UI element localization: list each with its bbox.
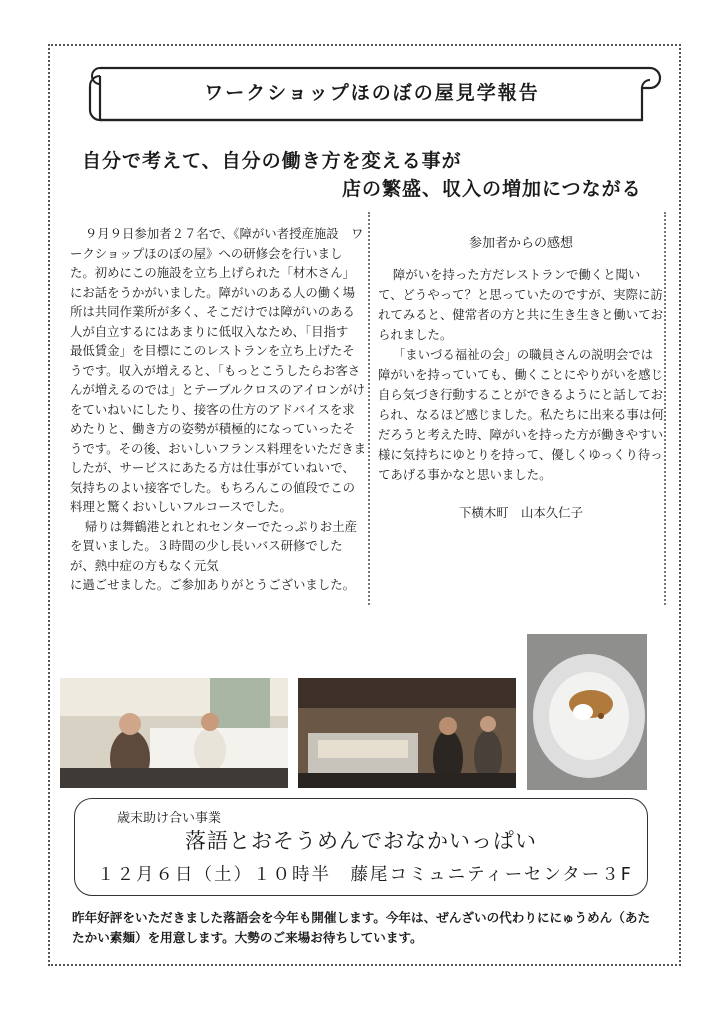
market-photo xyxy=(298,678,516,788)
banner-title: ワークショップほのぼの屋見学報告 xyxy=(204,82,540,104)
impressions-box xyxy=(368,212,666,605)
impressions-heading: 参加者からの感想 xyxy=(468,236,573,251)
report-column xyxy=(70,224,366,595)
lead-line-2: 店の繁盛、収入の増加につながる xyxy=(342,178,642,200)
event-label: 歳末助け合い事業 xyxy=(117,811,222,826)
event-announcement xyxy=(74,798,648,896)
restaurant-photo xyxy=(60,678,288,788)
report-closing: に過ごせました。ご参加ありがとうございました。 xyxy=(70,577,355,592)
event-title: 落語とおそうめんでおなかいっぱい xyxy=(185,829,537,853)
lead-line-1: 自分で考えて、自分の働き方を変える事が xyxy=(82,150,462,172)
event-datetime: １２月６日（土）１０時半 藤尾コミュニティーセンター３F xyxy=(97,865,633,885)
report-paragraph: 帰りは舞鶴港とれとれセンターでたっぷりお土産を買いました。３時間の少し長いバス研修でしたが、熱中症の方もなく元気 xyxy=(70,518,357,573)
impressions-paragraph: 障がいを持った方だレストランで働くと聞いて、どうやって？と思っていたのですが、実際に訪れてみると、健常者の方と共に生き生きと働いておられました。 xyxy=(378,267,663,342)
dessert-photo xyxy=(527,634,647,790)
impressions-paragraph: 「まいづる福祉の会」の職員さんの説明会では障がいを持っていても、働くことにやりがいを感じ自ら気づき行動することができるようにと話しておられ、なるほど感じました。私たちに出来る事は何だろうと考えた時、障がいを持った方が働きやすい様に気持ちにゆとりを持って、優しくゆっくり待ってあげる事かなと思いました。 xyxy=(378,347,664,482)
event-notice: 昨年好評をいただきました落語会を今年も開催します。今年は、ぜんざいの代わりににゅうめん（あたたかい素麺）を用意します。大勢のご来場お待ちしています。 xyxy=(72,910,651,945)
title-banner xyxy=(82,62,662,130)
impressions-signature: 下横木町 山本久仁子 xyxy=(459,505,583,520)
report-paragraph: ９月９日参加者２７名で、《障がい者授産施設 ワークショップほのぼの屋》への研修会を行いました。初めにこの施設を立ち上げられた「材木さん」にお話をうかがいました。障がいのある人の働く場所は共同作業所が多く、そこだけでは障がいのある人が自立するにはあまりに低収入なため、「目指す 最低賃金」を目標にこのレストランを立ち上げたそうです。収入が増えると、「もっとこうしたらお客さんが増えるのでは」とテーブルクロスのアイロンがけをていねいにしたり、接客の仕方のアドバイスを求めたりと、働き方の姿勢が積極的になっていったそうです。その後、おいしいフランス料理をいただきましたが、サービスにあたる方は仕事がていねいで、気持ちのよい接客でした。もちろんこの値段でこの料理と驚くおいしいフルコースでした。 xyxy=(70,226,367,514)
